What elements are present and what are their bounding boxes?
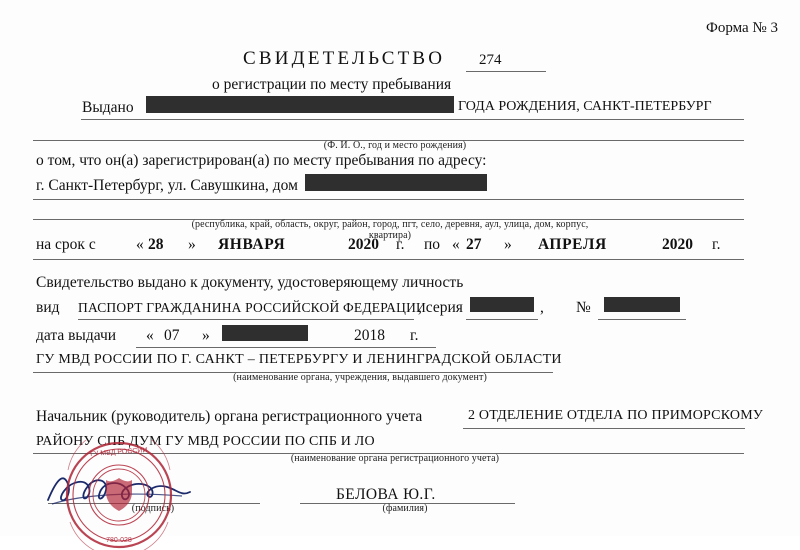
quote-open-issue: « (146, 327, 154, 344)
document-number: 274 (479, 52, 502, 68)
identity-g-abbr: г. (410, 327, 419, 344)
period-g-abbr-from: г. (396, 236, 405, 253)
identity-intro: Свидетельство выдано к документу, удостоверяющему личность (36, 274, 464, 291)
identity-number-label: № (576, 299, 591, 316)
issued-label: Выдано (82, 99, 134, 116)
registration-address: г. Санкт-Петербург, ул. Савушкина, дом (36, 177, 298, 194)
identity-comma: , (540, 299, 544, 316)
identity-seria-redaction (470, 297, 534, 312)
period-month-to: АПРЕЛЯ (538, 236, 607, 253)
period-g-abbr-to: г. (712, 236, 721, 253)
fio-caption: (Ф. И. О., год и место рождения) (323, 140, 467, 151)
period-po: по (424, 236, 441, 253)
period-day-from: 28 (148, 236, 164, 253)
registration-sentence: о том, что он(а) зарегистрирован(а) по месту пребывания по адресу: (36, 152, 487, 169)
identity-organ: ГУ МВД РОССИИ ПО Г. САНКТ – ПЕТЕРБУРГУ И ЛЕНИНГРАДСКОЙ ОБЛАСТИ (36, 352, 562, 367)
quote-open-to: « (452, 236, 460, 253)
signer-name: БЕЛОВА Ю.Г. (336, 486, 436, 503)
period-year-from: 2020 (348, 236, 379, 253)
identity-month-issue-redaction (222, 325, 308, 341)
identity-seria-rule (466, 319, 538, 320)
signer-name-caption: (фамилия) (382, 503, 428, 514)
address-rule (33, 199, 744, 200)
quote-close-from: » (188, 236, 196, 253)
address-caption: (республика, край, область, округ, район, город, пгт, село, деревня, аул, улица, дом, корпус, квартира) (191, 219, 589, 241)
identity-vid-label: вид (36, 299, 60, 316)
document-subtitle: о регистрации по месту пребывания (212, 76, 452, 93)
period-month-from: ЯНВАРЯ (218, 236, 286, 253)
quote-open-from: « (136, 236, 144, 253)
identity-seria-label: , серия (418, 299, 463, 316)
identity-vid-value: ПАСПОРТ ГРАЖДАНИНА РОССИЙСКОЙ ФЕДЕРАЦИИ (78, 300, 426, 315)
official-stamp (38, 440, 200, 550)
chief-label: Начальник (руководитель) органа регистрационного учета (36, 408, 423, 425)
issued-birth-place: ГОДА РОЖДЕНИЯ, САНКТ-ПЕТЕРБУРГ (458, 99, 712, 114)
identity-number-redaction (604, 297, 680, 312)
period-year-to: 2020 (662, 236, 693, 253)
issued-rule (81, 119, 744, 120)
identity-year-issue: 2018 (354, 327, 385, 344)
chief-caption: (наименование органа регистрационного учета) (290, 453, 500, 464)
period-prefix: на срок с (36, 236, 96, 253)
address-redaction (305, 174, 487, 191)
identity-vid-rule (78, 319, 414, 320)
identity-number-rule (598, 319, 686, 320)
chief-rule-first (463, 428, 745, 429)
period-rule (33, 259, 744, 260)
quote-close-issue: » (202, 327, 210, 344)
quote-close-to: » (504, 236, 512, 253)
form-number: Форма № 3 (706, 20, 778, 36)
chief-org-line1: 2 ОТДЕЛЕНИЕ ОТДЕЛА ПО ПРИМОРСКОМУ (468, 408, 763, 423)
identity-date-rule (136, 347, 436, 348)
svg-text:780-028: 780-028 (106, 537, 132, 544)
chief-org-line2: РАЙОНУ СПБ ДУМ ГУ МВД РОССИИ ПО СПБ И ЛО (36, 434, 375, 449)
issued-name-redaction (146, 96, 454, 113)
identity-day-issue: 07 (164, 327, 180, 344)
period-day-to: 27 (466, 236, 482, 253)
identity-date-label: дата выдачи (36, 327, 117, 344)
svg-text:ГУ МВД РОССИИ: ГУ МВД РОССИИ (90, 447, 148, 458)
document-number-rule (466, 71, 546, 72)
document-title: СВИДЕТЕЛЬСТВО (243, 48, 446, 69)
identity-organ-caption: (наименование органа, учреждения, выдавшего документ) (233, 372, 487, 383)
signature-caption: (подпись) (131, 503, 175, 514)
